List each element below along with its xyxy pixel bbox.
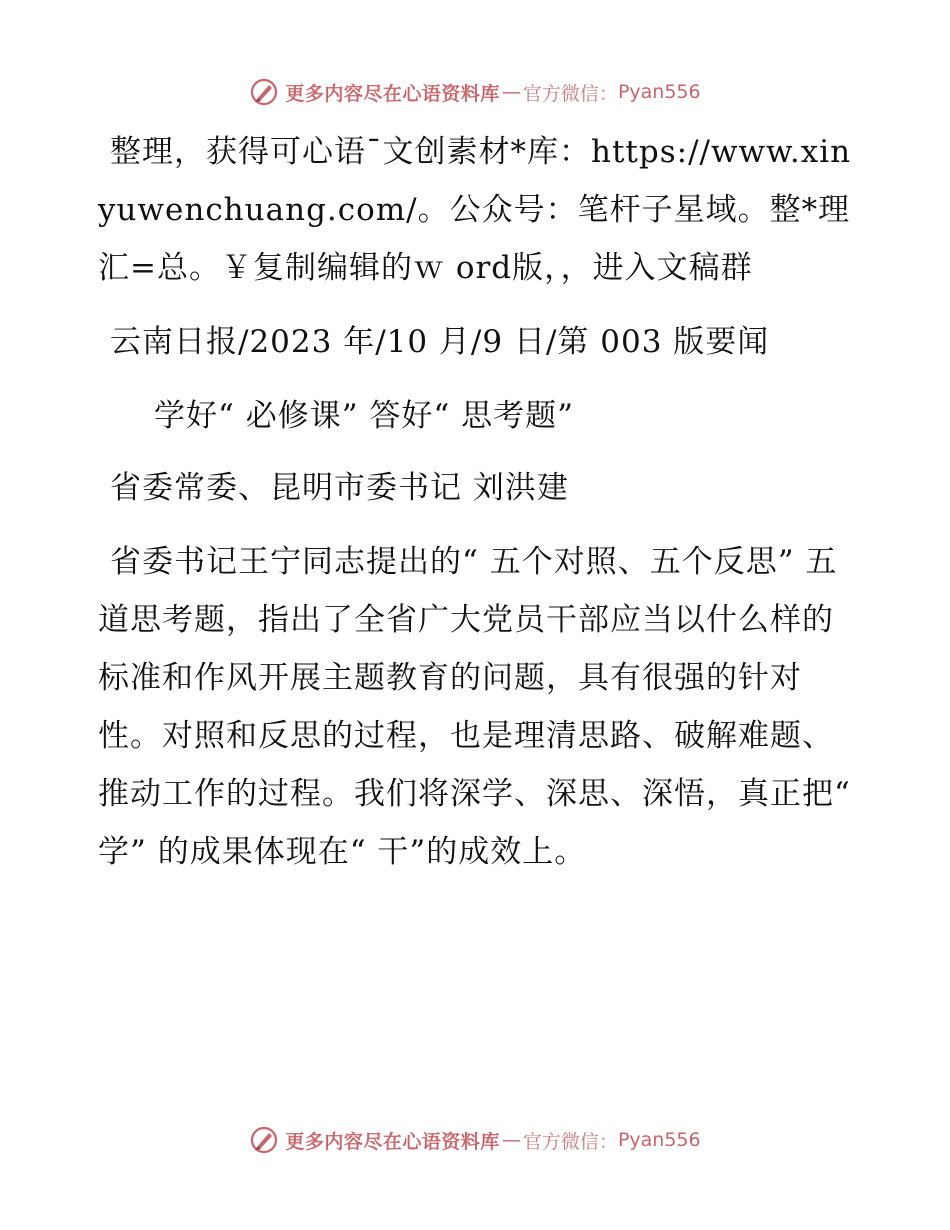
document-body [98,123,858,897]
watermark-main-text: 更多内容尽在心语资料库 [285,82,500,105]
author-line: 省委常委、昆明市委书记 刘洪建 [110,470,569,506]
watermark-separator: — [501,81,521,103]
watermark-header [0,70,950,114]
source-line: 云南日报/2023 年/10 月/9 日/第 003 版要闻 [110,324,770,360]
article-title: 学好“ 必修课” 答好“ 思考题” [154,398,574,434]
pen-logo-icon [249,1125,279,1155]
watermark-wechat-label: 官方微信： [522,1130,618,1153]
watermark-wechat-id: Pyan556 [617,1129,701,1151]
watermark-wechat-label: 官方微信： [522,82,618,105]
body-paragraph: 省委书记王宁同志提出的“ 五个对照、五个反思” 五道思考题，指出了全省广大党员干部应当以什么样的标准和作风开展主题教育的问题，具有很强的针对性。对照和反思的过程，也是理清思路、破解难题、推动工作的过程。我们将深学、深思、深悟，真正把“ 学” 的成果体现在“ 干”的成效上。 [98,544,851,870]
pen-logo-icon [249,77,279,107]
watermark-main-text: 更多内容尽在心语资料库 [285,1130,500,1153]
watermark-wechat-id: Pyan556 [617,81,701,103]
watermark-footer [0,1118,950,1162]
watermark-separator: — [501,1129,521,1151]
intro-paragraph: 整理，获得可心语¯文创素材*库：https://www.xinyuwenchuang.com/。公众号：笔杆子星域。整*理汇=总。￥复制编辑的ｗ ord版，，进入文稿群 [98,134,852,286]
